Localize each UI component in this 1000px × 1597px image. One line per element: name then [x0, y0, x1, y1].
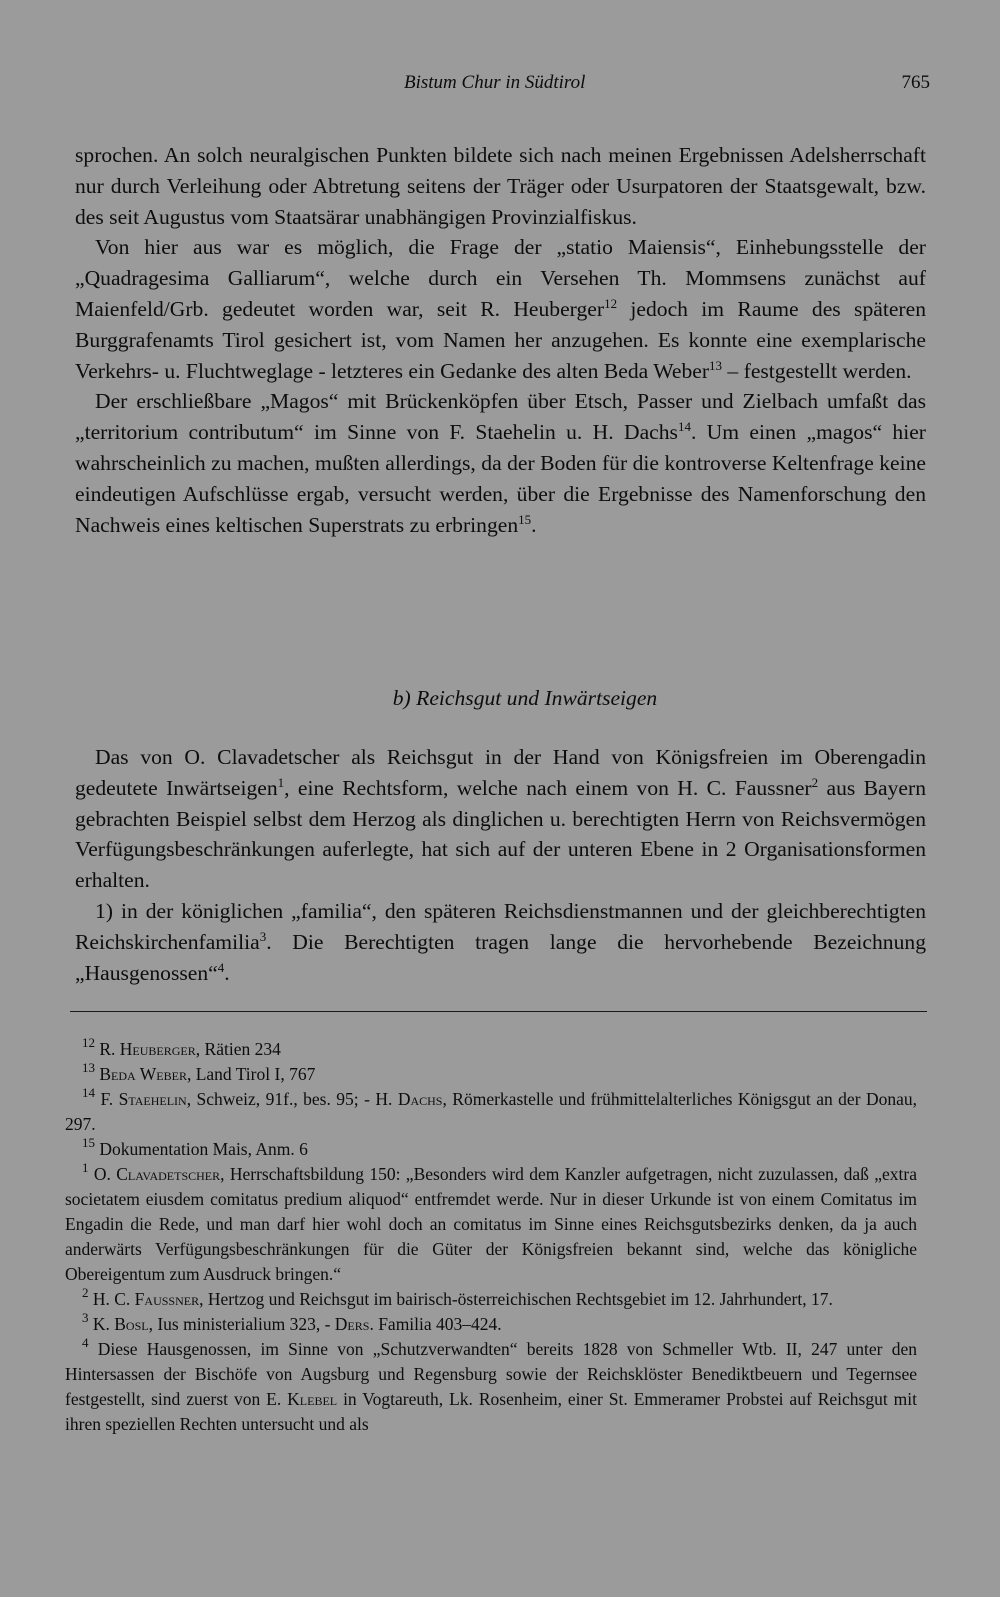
text-run: jedoch im Raume des späteren Burggrafenamts Tirol gesichert ist, vom Namen her anzugehen. Es konnte eine exemplarische Verkehrs- u. Fluchtweglage - letzteres ein Gedanke des alten Beda Weber: [75, 296, 926, 383]
footnote-15: [65, 1137, 917, 1162]
page-number: 765: [901, 72, 930, 93]
footnote-ref-4: 4: [217, 959, 225, 975]
running-header: [70, 72, 930, 100]
footnote-mark: 2: [82, 1285, 89, 1300]
footnote-ref-1: 1: [277, 774, 285, 790]
text-run: .: [224, 960, 230, 985]
paragraph-5: [75, 896, 926, 988]
text-run: , eine Rechtsform, welche nach einem von H. C. Faussner: [284, 775, 812, 800]
text-run: Der erschließbare „Magos“ mit Brückenköpfen über Etsch, Passer und Zielbach umfaßt das „territorium contributum“ im Sinne von F. Staehelin u. H. Dachs: [75, 389, 926, 445]
footnote-text: , Hertzog und Reichsgut im bairisch-österreichischen Rechtsgebiet im 12. Jahrhundert, 17.: [199, 1289, 833, 1309]
main-text: [75, 140, 926, 540]
footnote-text: . Familia 403–424.: [369, 1314, 502, 1334]
footnote-13: [65, 1062, 917, 1087]
footnote-author: H. C. Faussner: [92, 1289, 200, 1309]
footnote-14: [65, 1087, 917, 1137]
text-run: Das von O. Clavadetscher als Reichsgut in der Hand von Königsfreien im Oberengadin gedeutete Inwärtseigen: [75, 745, 926, 800]
paragraph-2: [75, 232, 926, 386]
footnote-text: in Vogtareuth, Lk. Rosenheim, einer St. Emmeramer Probstei auf Reichsgut mit ihren speziellen Rechten untersucht und als: [65, 1389, 917, 1434]
footnote-ref-3: 3: [259, 928, 267, 944]
footnote-mark: 12: [82, 1035, 95, 1050]
text-run: – festgestellt werden.: [722, 358, 912, 383]
main-text-section-b: [75, 742, 926, 988]
footnote-text: , Römerkastelle und frühmittelalterliches Königsgut an der Donau, 297.: [65, 1089, 918, 1134]
footnote-ref-12: 12: [604, 295, 618, 311]
paragraph-4: [75, 742, 926, 896]
footnote-mark: 1: [82, 1160, 89, 1175]
footnote-text: Diese Hausgenossen, im Sinne von „Schutzverwandten“ bereits 1828 von Schmeller Wtb. II, 247 unter den Hintersassen der Bischöfe von Augsburg und Regensburg sowie der Reichsklöster Benediktbeuern und Tegernsee festgestellt, sind zuerst von E.: [65, 1339, 917, 1409]
text-run: aus Bayern gebrachten Beispiel selbst dem Herzog als dinglichen u. berechtigten Herrn von Reichsvermögen Verfügungsbeschränkungen auferlegte, hat sich auf der unteren Ebene in 2 Organisationsformen erhalten.: [75, 775, 926, 893]
footnote-3: [65, 1312, 917, 1337]
text-run: . Die Berechtigten tragen lange die hervorhebende Bezeichnung „Hausgenossen“: [75, 929, 926, 985]
footnote-author: Ders: [334, 1314, 370, 1334]
footnote-author: Klebel: [287, 1389, 338, 1409]
text-run: .: [531, 512, 537, 537]
footnote-mark: 4: [82, 1335, 89, 1350]
footnote-text: , Herrschaftsbildung 150: „Besonders wird dem Kanzler aufgetragen, nicht zuzulassen, daß „extra societatem eiusdem comitatus predium aliquod“ entfremdet werde. Nur in dieser Urkunde ist von einem Comitatus im Engadin die Rede, und man darf hier wohl doch an comitatus im Sinne eines Reichsgutsbezirks denken, da ja auch anderwärts Verfügungsbeschränkungen für die Güter der Königsfreien bekannt sind, welche das königliche Obereigentum zum Ausdruck bringen.“: [65, 1164, 918, 1284]
text-run: Von hier aus war es möglich, die Frage der „statio Maiensis“, Einhebungsstelle der „Quadragesima Galliarum“, welche durch ein Versehen Th. Mommsens zunächst auf Maienfeld/Grb. gedeutet worden war, seit R. Heuberger: [75, 235, 926, 321]
footnote-text: , Schweiz, 91f., bes. 95; -: [186, 1089, 376, 1109]
footnote-author: O. Clavadetscher: [93, 1164, 221, 1184]
footnote-author: F. Staehelin: [100, 1089, 187, 1109]
text-run: 1) in der königlichen „familia“, den späteren Reichsdienstmannen und der gleichberechtigten Reichskirchenfamilia: [75, 898, 926, 954]
footnote-separator: [70, 1011, 927, 1012]
footnote-ref-2: 2: [811, 774, 819, 790]
section-heading: [0, 686, 1000, 711]
footnote-text: , Land Tirol I, 767: [186, 1064, 316, 1084]
footnote-mark: 14: [82, 1085, 95, 1100]
footnote-text: , Rätien 234: [195, 1039, 281, 1059]
paragraph-3: [75, 386, 926, 540]
footnote-2: [65, 1287, 917, 1312]
footnote-author: Beda Weber: [99, 1064, 187, 1084]
footnote-author: R. Heuberger: [99, 1039, 196, 1059]
running-title: Bistum Chur in Südtirol: [404, 72, 586, 93]
footnote-mark: 13: [82, 1060, 95, 1075]
text-run: . Um einen „magos“ hier wahrscheinlich zu machen, mußten allerdings, da der Boden für die kontroverse Keltenfrage keine eindeutigen Aufschlüsse ergab, versucht werden, über die Ergebnisse des Namenforschung den Nachweis eines keltischen Superstrats zu erbringen: [75, 420, 926, 537]
footnotes: [65, 1037, 917, 1437]
footnote-text: Dokumentation Mais, Anm. 6: [99, 1139, 308, 1159]
footnote-ref-15: 15: [518, 511, 532, 527]
section-heading-text: b) Reichsgut und Inwärtseigen: [392, 686, 658, 710]
footnote-4: [65, 1337, 917, 1437]
footnote-ref-14: 14: [677, 419, 691, 435]
footnote-mark: 3: [82, 1310, 89, 1325]
footnote-ref-13: 13: [709, 357, 723, 373]
footnote-author: H. Dachs: [375, 1089, 443, 1109]
footnote-12: [65, 1037, 917, 1062]
footnote-author: K. Bosl: [92, 1314, 149, 1334]
paragraph-1: sprochen. An solch neuralgischen Punkten bildete sich nach meinen Ergebnissen Adelsherrschaft nur durch Verleihung oder Abtretung seitens der Träger oder Usurpatoren der Staatsgewalt, bzw. des seit Augustus vom Staatsärar unabhängigen Provinzialfiskus.: [75, 143, 926, 229]
footnote-text: , Ius ministerialium 323, -: [148, 1314, 335, 1334]
footnote-1: [65, 1162, 917, 1287]
footnote-mark: 15: [82, 1135, 95, 1150]
